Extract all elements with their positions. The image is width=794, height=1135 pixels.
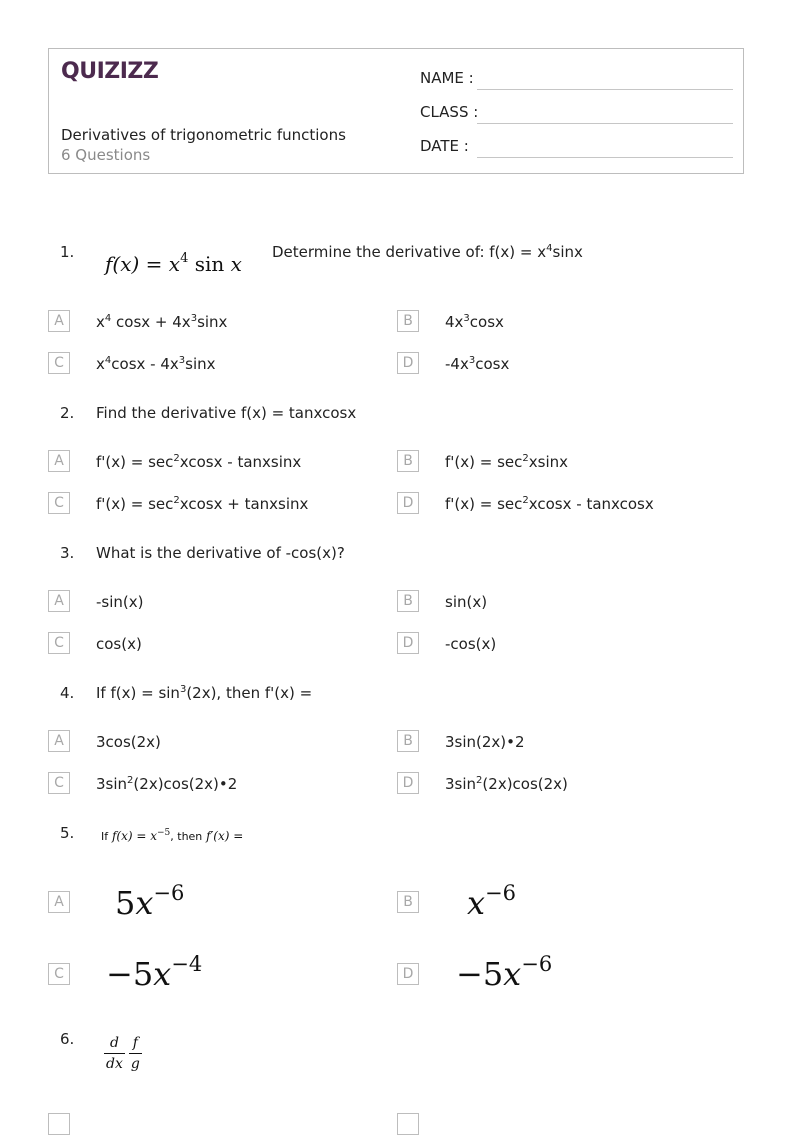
option-box-d[interactable]: D	[397, 492, 419, 514]
option-box-a[interactable]: A	[48, 891, 70, 913]
option-formula-image: $-5x^{-4}$	[106, 952, 203, 993]
quizizz-logo: QUIZIZZ	[61, 59, 159, 84]
option-box-c[interactable]: C	[48, 632, 70, 654]
option-text: cos(x)	[96, 635, 142, 653]
question-number: 4.	[60, 684, 75, 702]
option-box-c[interactable]: C	[48, 963, 70, 985]
option-text: $f'(x) = \sec^2xcosx$ + tanxsinx	[96, 495, 309, 513]
option-text: $4x^3\cos x$	[445, 313, 504, 331]
question-text: What is the derivative of -cos(x)?	[96, 544, 345, 562]
option-box-d[interactable]: D	[397, 632, 419, 654]
option-box-c[interactable]: C	[48, 492, 70, 514]
question-number: 2.	[60, 404, 75, 422]
name-field-line[interactable]	[477, 89, 733, 90]
option-box-d[interactable]: D	[397, 963, 419, 985]
worksheet-title: Derivatives of trigonometric functions	[61, 126, 346, 144]
question-number: 1.	[60, 243, 75, 261]
worksheet-header	[48, 48, 744, 174]
date-field-line[interactable]	[477, 157, 733, 158]
option-box-a[interactable]: A	[48, 450, 70, 472]
option-formula-image: $5x^{-6}$	[115, 881, 185, 922]
question-formula-image	[104, 1035, 146, 1072]
option-box-c[interactable]: C	[48, 352, 70, 374]
question-text: Find the derivative f(x) = tanxcosx	[96, 404, 357, 422]
option-formula-image: $x^{-6}$	[467, 881, 517, 922]
option-box-b[interactable]	[397, 1113, 419, 1135]
class-label: CLASS :	[420, 103, 479, 121]
option-text: $f'(x) = \sec^2xsinx$	[445, 453, 569, 471]
fraction-d-dx: $\frac{d}{dx}$	[106, 1035, 123, 1072]
question-number: 5.	[60, 824, 75, 842]
option-text: 3sin(2x)•2	[445, 733, 525, 751]
option-text: $3\sin^2(2x)\cos(2x)•2$	[96, 775, 238, 793]
option-text: -cos(x)	[445, 635, 497, 653]
option-box-d[interactable]: D	[397, 772, 419, 794]
option-text: $x^4$ $\cos x + 4x^3\sin x$	[96, 313, 228, 331]
option-text: $3\sin^2(2x)\cos(2x)$	[445, 775, 568, 793]
option-box-b[interactable]: B	[397, 891, 419, 913]
class-field-line[interactable]	[477, 123, 733, 124]
option-box-a[interactable]: A	[48, 310, 70, 332]
question-text: If $f(x) = \sin^3(2x)$, then f'(x) =	[96, 684, 313, 702]
option-box-b[interactable]: B	[397, 730, 419, 752]
fraction-f-g: $\frac{f}{g}$	[130, 1035, 140, 1072]
option-text: -sin(x)	[96, 593, 144, 611]
option-box-a[interactable]	[48, 1113, 70, 1135]
question-number: 3.	[60, 544, 75, 562]
option-text: $f'(x) = \sec^2xcosx$ - tanxsinx	[96, 453, 302, 471]
option-box-b[interactable]: B	[397, 310, 419, 332]
name-label: NAME :	[420, 69, 474, 87]
question-number: 6.	[60, 1030, 75, 1048]
option-text: $f'(x) = \sec^2xcosx$ - tanxcosx	[445, 495, 654, 513]
question-formula-image: If $f(x) = x^{-5}$, then f′(x) =	[101, 828, 244, 843]
option-text: sin(x)	[445, 593, 488, 611]
option-text: $x^4\cos x - 4x^3\sin x$	[96, 355, 216, 373]
option-box-b[interactable]: B	[397, 590, 419, 612]
option-box-d[interactable]: D	[397, 352, 419, 374]
option-text: 3cos(2x)	[96, 733, 161, 751]
option-box-b[interactable]: B	[397, 450, 419, 472]
option-box-a[interactable]: A	[48, 730, 70, 752]
date-label: DATE :	[420, 137, 469, 155]
question-formula-image: $f(x) = x^4$ sin x	[105, 251, 242, 276]
option-box-a[interactable]: A	[48, 590, 70, 612]
option-box-c[interactable]: C	[48, 772, 70, 794]
option-text: $-4x^3\cos x$	[445, 355, 510, 373]
question-count: 6 Questions	[61, 146, 151, 164]
question-text: Determine the derivative of: $f(x) = x^4\sin x$	[272, 243, 583, 261]
option-formula-image: $-5x^{-6}$	[456, 952, 553, 993]
